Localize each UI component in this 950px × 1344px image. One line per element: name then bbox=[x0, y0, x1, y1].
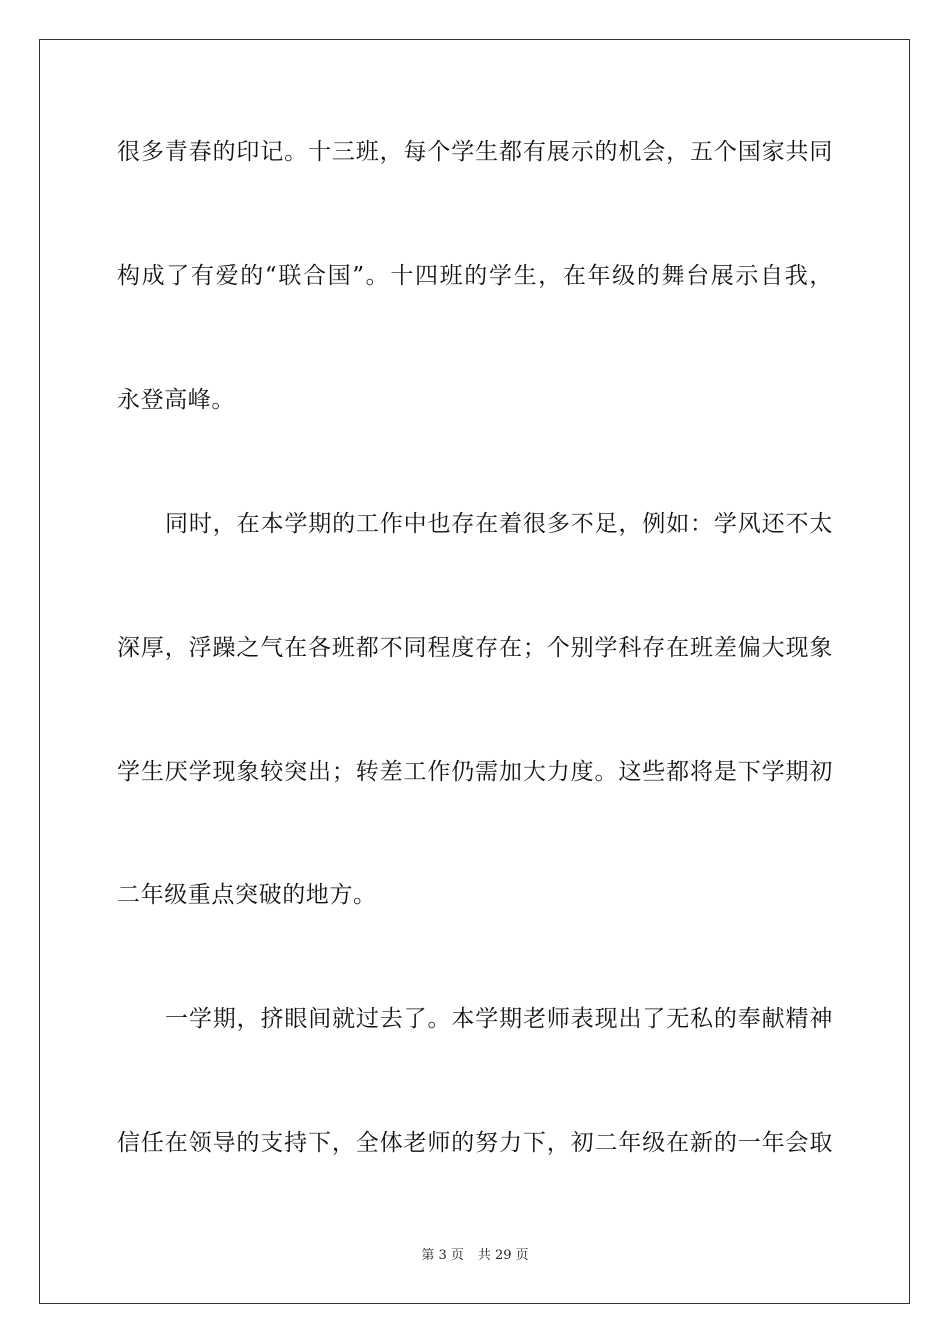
text-line: 信任在领导的支持下，全体老师的努力下，初二年级在新的一年会取 bbox=[117, 1130, 833, 1156]
text-line: 深厚，浮躁之气在各班都不同程度存在；个别学科存在班差偏大现象 bbox=[117, 635, 833, 661]
text-line: 永登高峰。 bbox=[117, 387, 235, 413]
text-line: 构成了有爱的“联合国”。十四班的学生，在年级的舞台展示自我， bbox=[117, 263, 833, 289]
total-pages: 共 29 页 bbox=[477, 1248, 529, 1263]
text-line: 学生厌学现象较突出；转差工作仍需加大力度。这些都将是下学期初 bbox=[117, 759, 833, 785]
page-footer bbox=[0, 1247, 950, 1265]
paragraph-first-line: 同时，在本学期的工作中也存在着很多不足，例如：学风还不太 bbox=[165, 511, 833, 537]
text-line: 二年级重点突破的地方。 bbox=[117, 882, 377, 908]
page-border bbox=[39, 39, 910, 1304]
page-number: 第 3 页 bbox=[421, 1248, 464, 1263]
text-line: 很多青春的印记。十三班，每个学生都有展示的机会，五个国家共同 bbox=[117, 139, 833, 165]
paragraph-first-line: 一学期，挤眼间就过去了。本学期老师表现出了无私的奉献精神 bbox=[165, 1006, 833, 1032]
